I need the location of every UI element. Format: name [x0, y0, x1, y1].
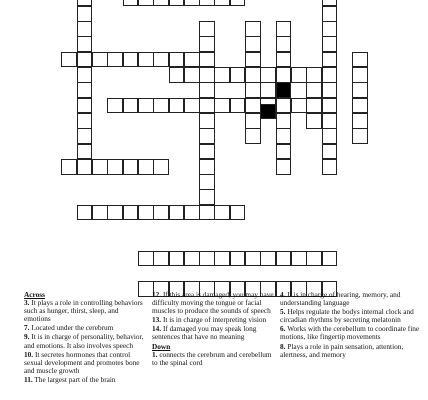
grid-cell[interactable] — [322, 113, 338, 129]
clues-column-2 — [152, 291, 276, 368]
grid-cell[interactable] — [61, 159, 77, 175]
grid-cell[interactable] — [306, 67, 322, 83]
grid-cell[interactable] — [92, 52, 108, 68]
clue-across-13: 13. It is in charge of interpreting vision — [152, 315, 267, 325]
grid-cell[interactable] — [322, 128, 338, 144]
grid-cell[interactable] — [77, 82, 93, 98]
grid-cell[interactable] — [153, 98, 169, 114]
grid-cell[interactable] — [214, 251, 230, 267]
grid-cell[interactable] — [199, 82, 215, 98]
grid-cell[interactable] — [276, 159, 292, 175]
grid-cell[interactable] — [123, 205, 139, 221]
grid-cell[interactable] — [352, 52, 368, 68]
grid-cell[interactable] — [230, 0, 246, 6]
grid-cell[interactable] — [123, 52, 139, 68]
clue-down-5: 5. Helps regulate the bodys internal clock and circadian rhythms by secreting melatonin — [280, 307, 414, 325]
grid-cell[interactable] — [77, 128, 93, 144]
grid-cell[interactable] — [245, 251, 261, 267]
grid-cell[interactable] — [245, 113, 261, 129]
grid-cell[interactable] — [276, 113, 292, 129]
grid-cell[interactable] — [77, 6, 93, 22]
grid-cell[interactable] — [169, 98, 185, 114]
grid-cell[interactable] — [245, 36, 261, 52]
grid-cell[interactable] — [214, 205, 230, 221]
grid-cell[interactable] — [77, 159, 93, 175]
grid-cell[interactable] — [199, 174, 215, 190]
grid-cell[interactable] — [245, 67, 261, 83]
grid-cell[interactable] — [291, 251, 307, 267]
grid-cell[interactable] — [61, 52, 77, 68]
grid-cell[interactable] — [107, 52, 123, 68]
grid-cell[interactable] — [306, 82, 322, 98]
grid-cell[interactable] — [169, 52, 185, 68]
grid-cell[interactable] — [199, 98, 215, 114]
grid-cell[interactable] — [77, 205, 93, 221]
grid-cell[interactable] — [214, 0, 230, 6]
grid-cell[interactable] — [322, 144, 338, 160]
grid-cell[interactable] — [184, 98, 200, 114]
grid-cell[interactable] — [322, 52, 338, 68]
grid-cell[interactable] — [199, 144, 215, 160]
grid-cell[interactable] — [322, 36, 338, 52]
grid-block-cell — [260, 104, 276, 120]
grid-cell[interactable] — [322, 67, 338, 83]
grid-cell[interactable] — [184, 52, 200, 68]
clue-down-6: 6. Works with the cerebellum to coordinate fine motions, like fingertip movements — [280, 324, 420, 342]
grid-cell[interactable] — [138, 98, 154, 114]
grid-cell[interactable] — [169, 205, 185, 221]
grid-cell[interactable] — [260, 82, 276, 98]
grid-cell[interactable] — [214, 98, 230, 114]
grid-cell[interactable] — [352, 82, 368, 98]
grid-cell[interactable] — [77, 36, 93, 52]
clue-across-9: 9. It is in charge of personality, behavior, and emotions. It also involves speech — [24, 332, 144, 350]
grid-cell[interactable] — [322, 159, 338, 175]
grid-cell[interactable] — [199, 52, 215, 68]
grid-cell[interactable] — [276, 251, 292, 267]
grid-cell[interactable] — [169, 251, 185, 267]
grid-cell[interactable] — [352, 113, 368, 129]
grid-cell[interactable] — [230, 251, 246, 267]
grid-cell[interactable] — [184, 67, 200, 83]
grid-cell[interactable] — [123, 98, 139, 114]
grid-cell[interactable] — [199, 67, 215, 83]
grid-cell[interactable] — [276, 98, 292, 114]
grid-cell[interactable] — [245, 98, 261, 114]
grid-cell[interactable] — [77, 67, 93, 83]
grid-cell[interactable] — [322, 21, 338, 37]
grid-cell[interactable] — [77, 52, 93, 68]
grid-cell[interactable] — [153, 159, 169, 175]
grid-cell[interactable] — [77, 113, 93, 129]
grid-cell[interactable] — [291, 98, 307, 114]
grid-cell[interactable] — [138, 52, 154, 68]
grid-cell[interactable] — [276, 67, 292, 83]
grid-cell[interactable] — [322, 6, 338, 22]
clue-across-7: 7. Located under the cerebrum — [24, 323, 114, 333]
grid-cell[interactable] — [276, 36, 292, 52]
grid-cell[interactable] — [245, 128, 261, 144]
grid-cell[interactable] — [138, 159, 154, 175]
grid-cell[interactable] — [153, 251, 169, 267]
grid-cell[interactable] — [184, 205, 200, 221]
grid-cell[interactable] — [92, 159, 108, 175]
grid-cell[interactable] — [77, 98, 93, 114]
grid-cell[interactable] — [153, 52, 169, 68]
grid-cell[interactable] — [123, 0, 139, 6]
grid-cell[interactable] — [230, 205, 246, 221]
grid-cell[interactable] — [153, 0, 169, 6]
grid-cell[interactable] — [276, 128, 292, 144]
grid-cell[interactable] — [184, 251, 200, 267]
grid-cell[interactable] — [245, 21, 261, 37]
grid-cell[interactable] — [138, 0, 154, 6]
grid-cell[interactable] — [199, 113, 215, 129]
grid-cell[interactable] — [306, 113, 322, 129]
grid-cell[interactable] — [199, 189, 215, 205]
grid-cell[interactable] — [107, 98, 123, 114]
grid-cell[interactable] — [322, 82, 338, 98]
grid-cell[interactable] — [92, 205, 108, 221]
grid-cell[interactable] — [291, 67, 307, 83]
grid-cell[interactable] — [276, 21, 292, 37]
down-heading: Down — [152, 341, 171, 351]
clue-across-10: 10. It secretes hormones that control sexual development and promotes bone and muscle growth — [24, 349, 140, 375]
grid-cell[interactable] — [107, 205, 123, 221]
grid-cell[interactable] — [199, 205, 215, 221]
grid-cell[interactable] — [322, 251, 338, 267]
grid-cell[interactable] — [199, 36, 215, 52]
grid-cell[interactable] — [214, 67, 230, 83]
grid-cell[interactable] — [153, 205, 169, 221]
grid-cell[interactable] — [230, 67, 246, 83]
clue-down-4: 4. It is in charge of hearing, memory, and understanding language — [280, 290, 401, 308]
grid-cell[interactable] — [107, 159, 123, 175]
grid-cell[interactable] — [260, 67, 276, 83]
clue-down-1: 1. connects the cerebrum and cerebellum to the spinal cord — [152, 349, 272, 367]
clue-across-14: 14. If damaged you may speak long sentences that have no meaning — [152, 324, 257, 342]
grid-cell[interactable] — [352, 98, 368, 114]
grid-cell[interactable] — [169, 67, 185, 83]
clue-down-8: 8. Plays a role in pain sensation, attention, alertness, and memory — [280, 341, 404, 359]
clues-section — [24, 291, 424, 400]
grid-cell[interactable] — [123, 159, 139, 175]
grid-cell[interactable] — [276, 82, 292, 98]
grid-cell[interactable] — [199, 128, 215, 144]
grid-cell[interactable] — [322, 98, 338, 114]
grid-cell[interactable] — [245, 82, 261, 98]
grid-cell[interactable] — [260, 251, 276, 267]
clues-column-3 — [280, 291, 420, 360]
grid-cell[interactable] — [276, 52, 292, 68]
grid-cell[interactable] — [230, 98, 246, 114]
grid-cell[interactable] — [199, 0, 215, 6]
grid-cell[interactable] — [245, 52, 261, 68]
grid-cell[interactable] — [199, 21, 215, 37]
grid-cell[interactable] — [306, 251, 322, 267]
grid-cell[interactable] — [77, 21, 93, 37]
grid-cell[interactable] — [138, 251, 154, 267]
clue-across-12: 12. If this area is damaged, you may have difficulty moving the tongue or facial muscles to produce the sounds of speech — [152, 290, 274, 316]
grid-cell[interactable] — [306, 98, 322, 114]
clue-across-3: 3. It plays a role in controlling behaviors such as hunger, thirst, sleep, and emotions — [24, 298, 143, 324]
across-heading: Across — [24, 290, 45, 299]
grid-cell[interactable] — [352, 128, 368, 144]
grid-cell[interactable] — [199, 251, 215, 267]
grid-cell[interactable] — [352, 67, 368, 83]
grid-cell[interactable] — [276, 144, 292, 160]
clues-column-1 — [24, 291, 146, 385]
grid-cell[interactable] — [138, 205, 154, 221]
clue-across-11: 11. The largest part of the brain — [24, 374, 116, 384]
grid-cell[interactable] — [169, 0, 185, 6]
grid-cell[interactable] — [199, 159, 215, 175]
grid-cell[interactable] — [184, 0, 200, 6]
grid-cell[interactable] — [77, 144, 93, 160]
